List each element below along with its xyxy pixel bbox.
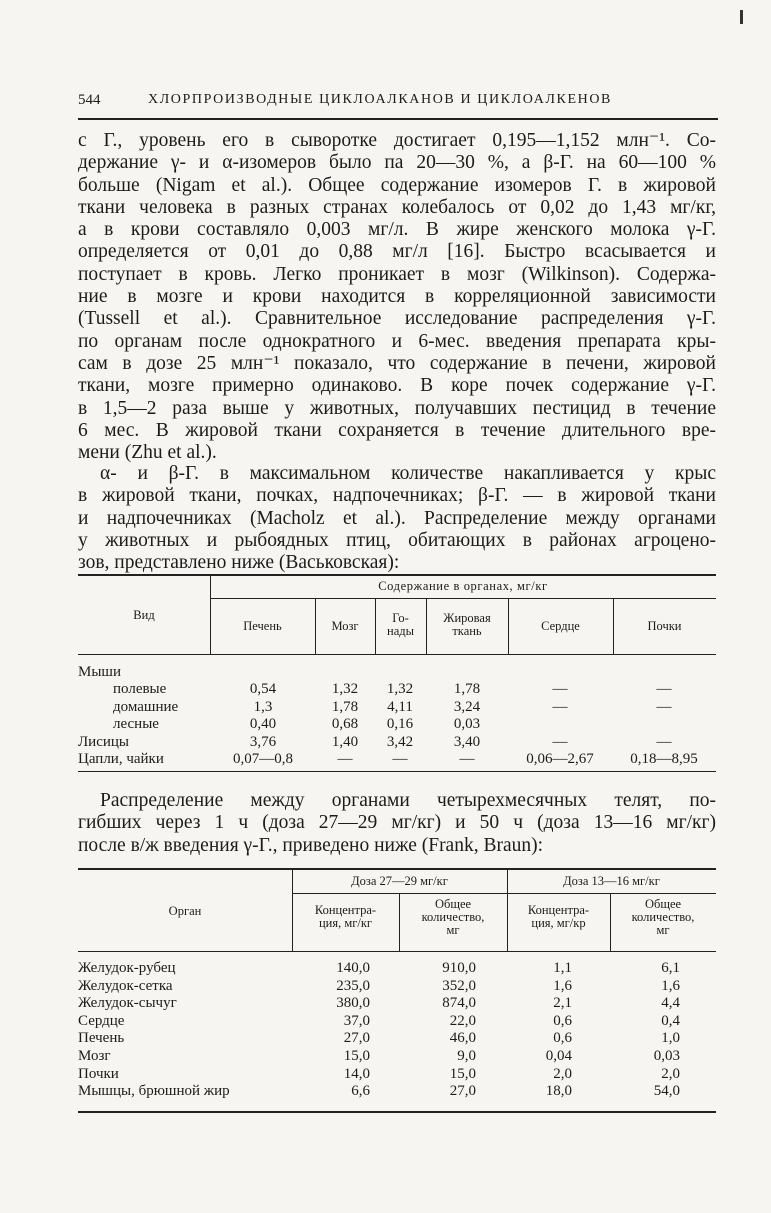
table2-cell: 15,0: [449, 1065, 476, 1082]
table2-cell: 140,0: [336, 960, 370, 976]
text-line: ткани человека в разных странах колебалось от 0,02 до 1,43 мг/кг,: [78, 196, 716, 218]
table2-cell: 37,0: [343, 1012, 370, 1029]
table1-cell: 4,11: [387, 698, 413, 715]
table1-cell: 1,78: [331, 698, 359, 715]
table1-row-label: полевые: [113, 681, 167, 697]
table1-col-header: Почки: [647, 619, 682, 633]
table1-cell: 0,03: [453, 716, 481, 732]
table2-row-label: Сердце: [78, 1012, 125, 1029]
table1-cell: —: [337, 751, 353, 767]
table1-row-label: Лисицы: [78, 733, 129, 750]
text-line: Распределение между органами четырехмесячных телят, по-: [100, 790, 716, 811]
table2-bottom-rule: [78, 1111, 716, 1113]
table2-col-organ: Орган: [168, 904, 202, 918]
table1-col-header: Жировая ткань: [443, 611, 491, 638]
table2-sub-conc-2: Концентра- ция, мг/кр: [527, 903, 590, 930]
table1-row-label: домашние: [113, 698, 179, 715]
table2-cell: 14,0: [343, 1065, 370, 1082]
table2-cell: 2,1: [553, 995, 572, 1012]
paragraph-1: [78, 130, 716, 464]
table2-row-label: Желудок-сычуг: [78, 995, 177, 1012]
table1-cell: 3,42: [386, 733, 414, 750]
table2-cell: 0,6: [553, 1030, 572, 1047]
text-line: с Г., уровень его в сыворотке достигает 0,195—1,152 млн⁻¹. Со-: [78, 130, 716, 151]
table1-cell: 0,16: [386, 716, 414, 732]
text-line: по органам после однократного и 6-мес. введения препарата кры-: [78, 330, 716, 352]
table1-cell: —: [656, 698, 672, 715]
table1-cell: 0,07—0,8: [233, 751, 293, 767]
text-line: ние в мозге и крови находится в корреляционной зависимости: [78, 286, 716, 308]
table1-col-header: Печень: [243, 619, 282, 633]
paragraph-2: [78, 463, 716, 574]
scan-mark: [740, 10, 743, 24]
table2-cell: 27,0: [343, 1030, 370, 1047]
text-line: поступает в кровь. Легко проникает в мозг (Wilkinson). Содержа-: [78, 263, 716, 285]
table2-cell: 0,6: [553, 1012, 572, 1029]
text-line: ткани, мозге примерно одинаково. В коре почек содержание γ-Г.: [78, 375, 716, 397]
table2-cell: 352,0: [442, 977, 476, 994]
text-line: зов, представлено ниже (Васьковская):: [78, 552, 400, 574]
text-line: держание γ- и α-изомеров было па 20—30 %, а β-Г. на 60—100 %: [78, 152, 716, 174]
header-rule: [78, 118, 718, 120]
table1-cell: —: [552, 733, 568, 750]
table2-row-label: Печень: [78, 1030, 125, 1047]
table2-group-rule: [292, 893, 716, 894]
table1-group-rule: [210, 598, 716, 599]
text-line: сам в дозе 25 млн⁻¹ показало, что содержание в печени, жировой: [78, 352, 716, 374]
paragraph-3: [78, 790, 716, 857]
text-line: в 1,5—2 раза выше у животных, получавших пестицид в течение: [78, 397, 716, 419]
table2-row-label: Желудок-сетка: [78, 977, 173, 994]
table1-cell: 0,54: [249, 681, 277, 697]
text-line: больше (Nigam et al.). Общее содержание изомеров Г. в жировой: [78, 174, 716, 196]
table2-cell: 380,0: [336, 995, 370, 1012]
text-line: (Tussell et al.). Сравнительное исследование распределения γ-Г.: [78, 308, 716, 330]
text-line: гибших через 1 ч (доза 27—29 мг/кг) и 50 ч (доза 13—16 мг/кг): [78, 812, 716, 834]
text-line: α- и β-Г. в максимальном количестве накапливается у крыс: [100, 463, 716, 484]
table1-cell: —: [552, 698, 568, 715]
table2-cell: 4,4: [661, 995, 680, 1012]
table2-cell: 22,0: [449, 1012, 476, 1029]
text-line: у животных и рыбоядных птиц, обитающих в районах агроцено-: [78, 529, 716, 551]
table2-group-1: Доза 27—29 мг/кг: [351, 874, 448, 888]
text-line: после в/ж введения γ-Г., приведено ниже (Frank, Braun):: [78, 834, 544, 856]
table2-cell: 1,6: [661, 977, 680, 994]
table2-cell: 2,0: [553, 1065, 572, 1082]
table2-sub-conc-1: Концентра- ция, мг/кг: [314, 903, 377, 930]
table1-cell: —: [656, 733, 672, 750]
table1-cell: 3,24: [453, 698, 481, 715]
table2-cell: 15,0: [343, 1048, 370, 1064]
table1-row-label: Цапли, чайки: [78, 751, 164, 767]
table1-cell: 0,40: [249, 716, 277, 732]
text-line: и надпочечниках (Macholz et al.). Распределение между органами: [78, 507, 716, 529]
table1-cell: —: [552, 681, 568, 697]
table2-cell: 1,6: [553, 977, 572, 994]
table1-col-header: Мозг: [331, 619, 359, 633]
text-line: 6 мес. В жировой ткани сохраняется в течение длительного вре-: [78, 419, 716, 441]
table2-cell: 6,1: [661, 960, 680, 976]
table1-cell: —: [459, 751, 475, 767]
table1-cell: —: [392, 751, 408, 767]
table1-cell: 3,76: [249, 733, 277, 750]
text-line: мени (Zhu et al.).: [78, 442, 217, 464]
table2-cell: 18,0: [545, 1083, 572, 1100]
table1-cell: 1,40: [331, 733, 359, 750]
page-number: 544: [78, 92, 101, 108]
table1-group-label: Мыши: [78, 664, 121, 680]
table1-cell: 0,18—8,95: [630, 751, 698, 767]
table1-col-vid: Вид: [133, 608, 155, 622]
text-line: определяется от 0,01 до 0,88 мг/л [16]. Быстро всасывается и: [78, 241, 716, 263]
table1-header-rule: [78, 654, 716, 655]
table2-row-label: Мозг: [78, 1048, 111, 1064]
text-line: а в крови составляло 0,003 мг/л. В жире женского молока γ-Г.: [78, 219, 716, 241]
table1-cell: 3,40: [453, 733, 481, 750]
table2-cell: 235,0: [336, 977, 370, 994]
table1-col-header: Сердце: [541, 619, 580, 633]
table1-cell: —: [656, 681, 672, 697]
table1-top-rule: [78, 574, 716, 576]
table1-cell: 1,78: [453, 681, 481, 697]
table2-cell: 910,0: [442, 960, 476, 976]
table1-row-label: лесные: [113, 716, 159, 732]
table2-cell: 6,6: [351, 1083, 370, 1100]
table1-bottom-rule: [78, 771, 716, 772]
table2-header-rule: [78, 951, 716, 952]
table2-cell: 2,0: [661, 1065, 680, 1082]
table2-cell: 874,0: [442, 995, 476, 1012]
table2-cell: 0,03: [653, 1048, 680, 1064]
table2-cell: 46,0: [449, 1030, 476, 1047]
table1-cell: 1,32: [331, 681, 359, 697]
text-line: в жировой ткани, почках, надпочечниках; β-Г. — в жировой ткани: [78, 485, 716, 507]
table2-cell: 27,0: [449, 1083, 476, 1100]
table2-sub-total-2: Общее количество, мг: [631, 897, 695, 937]
table2-row-label: Почки: [78, 1065, 119, 1082]
table2-cell: 1,0: [661, 1030, 680, 1047]
running-title: ХЛОРПРОИЗВОДНЫЕ ЦИКЛОАЛКАНОВ И ЦИКЛОАЛКЕНОВ: [148, 92, 612, 107]
table2-cell: 54,0: [653, 1083, 680, 1100]
table2-cell: 1,1: [553, 960, 572, 976]
table1-cell: 0,68: [331, 716, 359, 732]
table2-top-rule: [78, 868, 716, 870]
table1-group-header: Содержание в органах, мг/кг: [378, 579, 548, 593]
table2-cell: 0,4: [661, 1012, 680, 1029]
table1-col-header: Го- нады: [387, 611, 414, 638]
table2-group-2: Доза 13—16 мг/кг: [563, 874, 660, 888]
running-header: [78, 92, 716, 114]
table2-cell: 0,04: [545, 1048, 572, 1064]
table2-sub-total-1: Общее количество, мг: [421, 897, 485, 937]
table1-cell: 1,3: [253, 698, 273, 715]
table2-row-label: Желудок-рубец: [78, 960, 176, 976]
table1-cell: 0,06—2,67: [526, 751, 594, 767]
table1-cell: 1,32: [386, 681, 414, 697]
table2-row-label: Мышцы, брюшной жир: [78, 1083, 230, 1100]
table2-cell: 9,0: [457, 1048, 476, 1064]
